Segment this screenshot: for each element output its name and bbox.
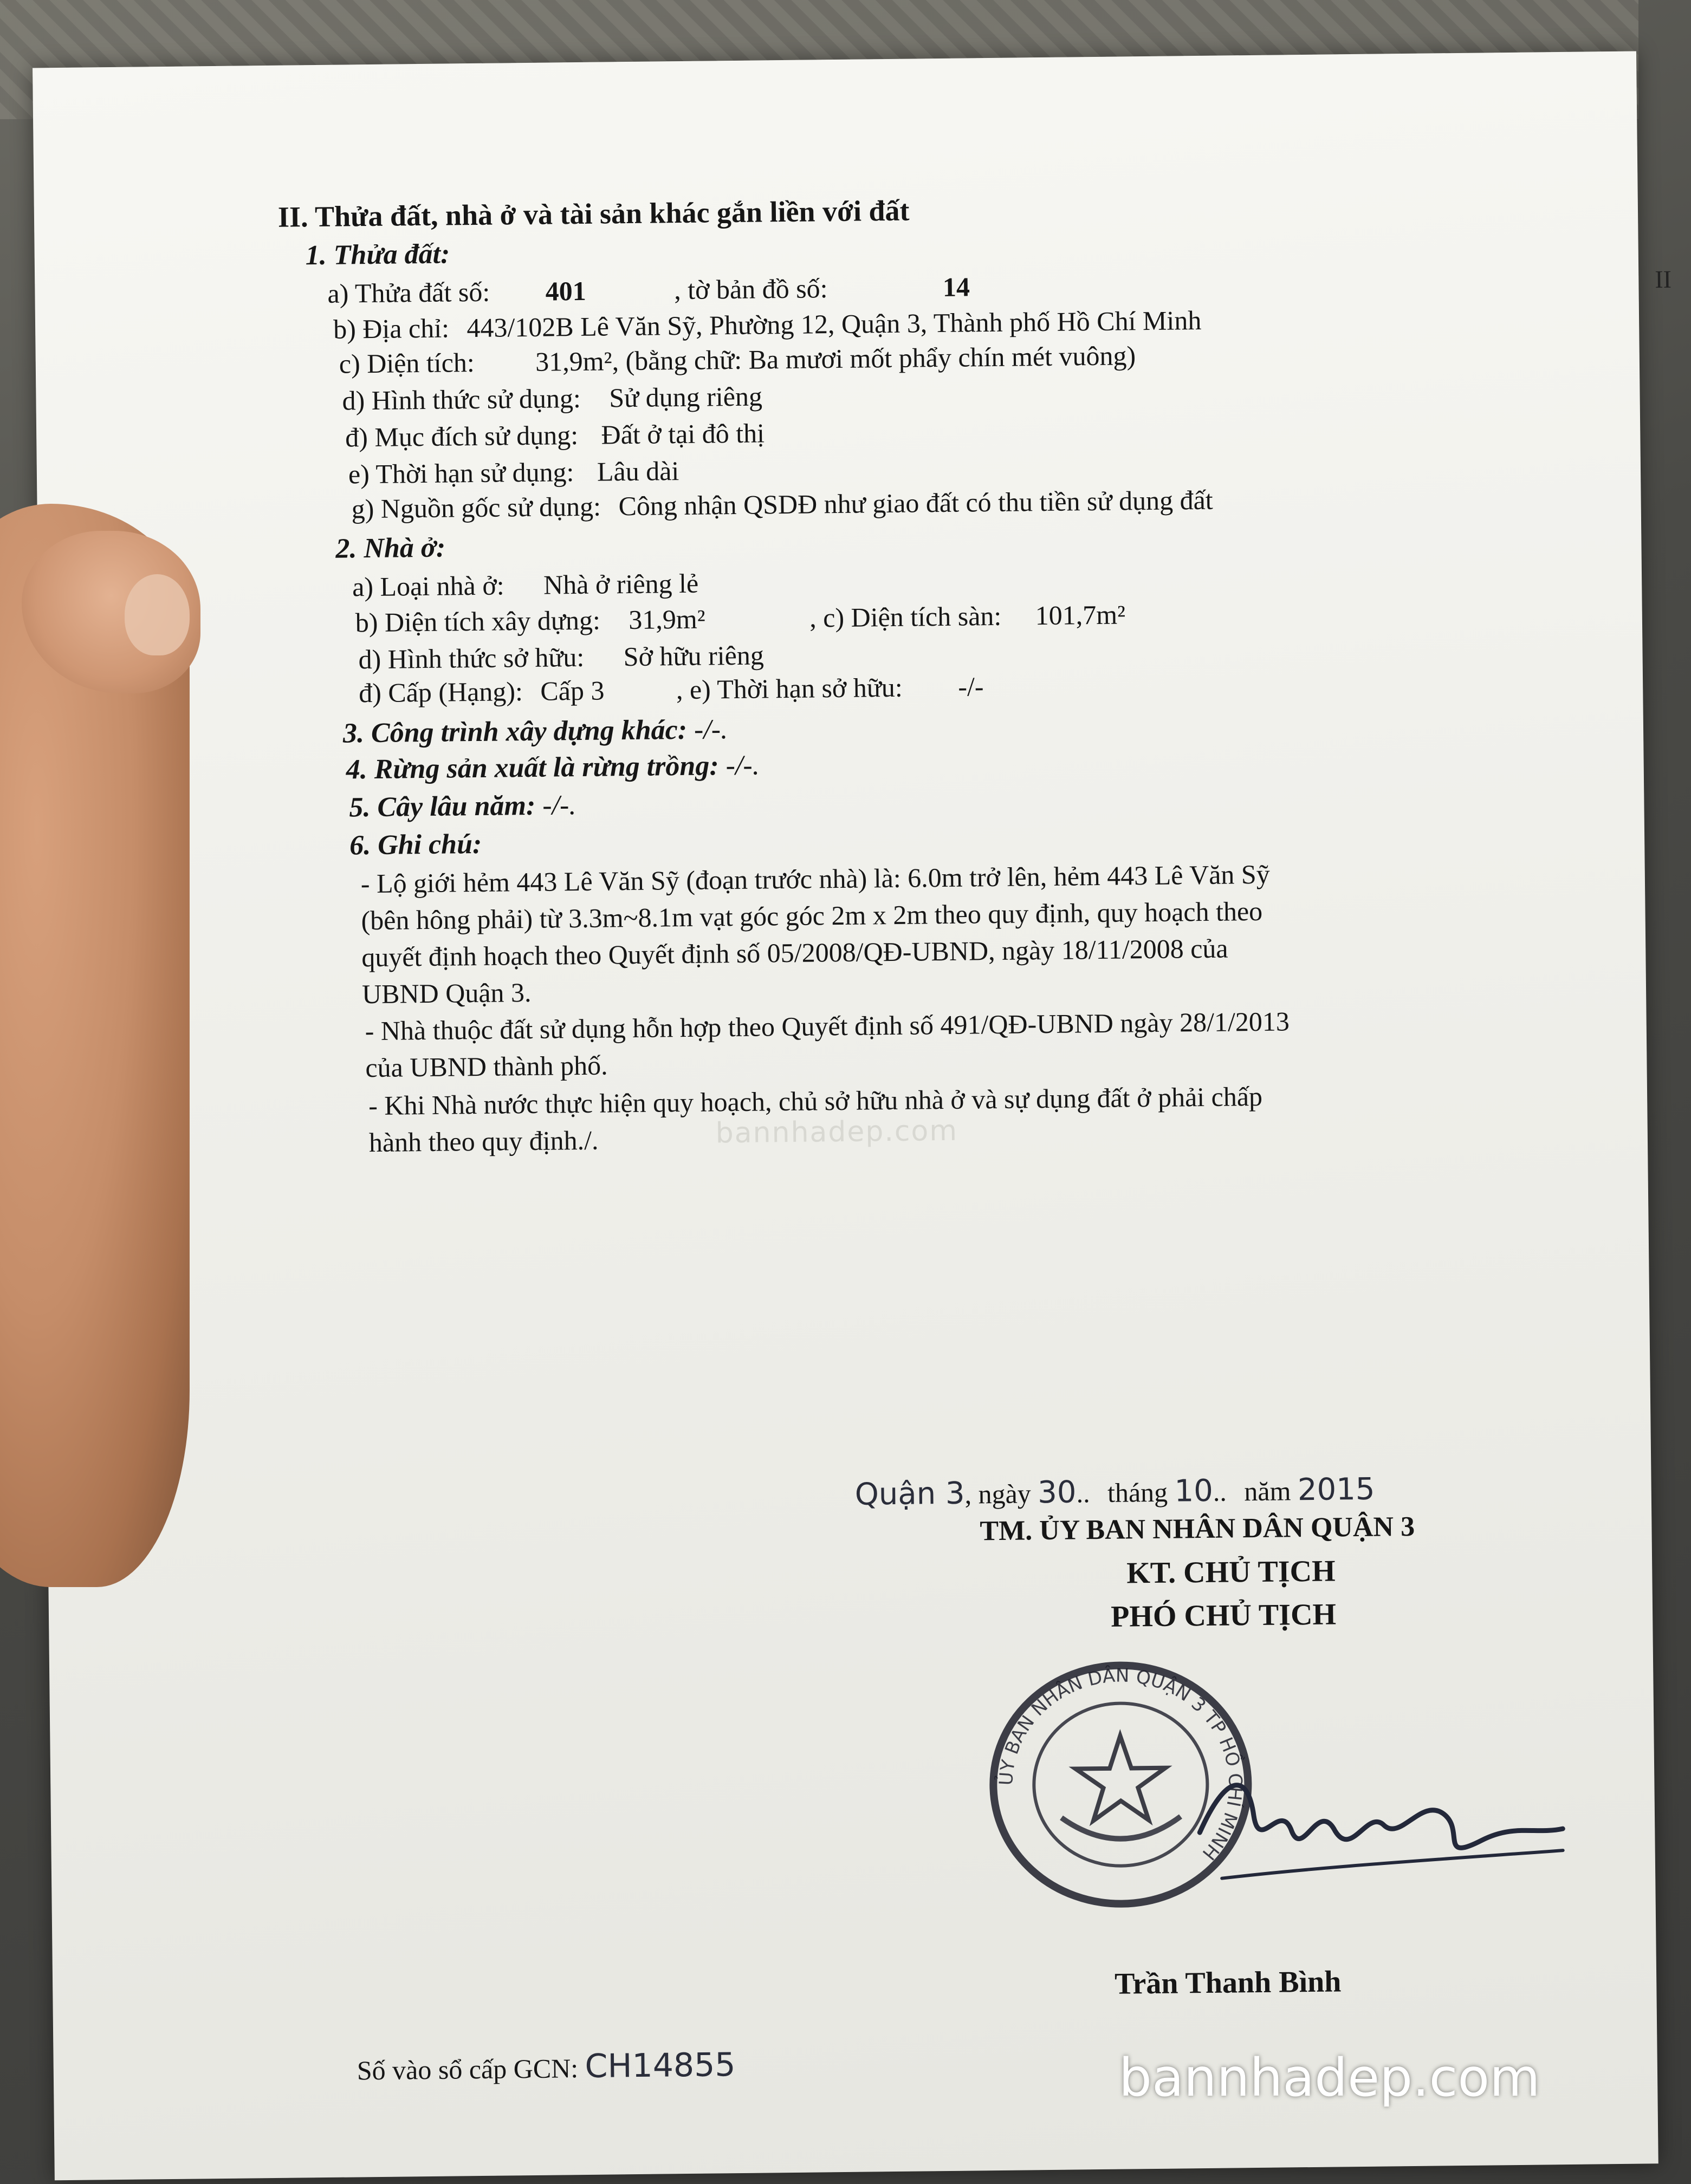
org-title: TM. ỦY BAN NHÂN DÂN QUẬN 3 <box>980 1511 1415 1547</box>
note-line: - Lộ giới hẻm 443 Lê Văn Sỹ (đoạn trước nhà) là: 6.0m trở lên, hẻm 443 Lê Văn Sỹ <box>360 859 1270 899</box>
grade-label: đ) Cấp (Hạng): <box>358 676 523 708</box>
watermark-corner: bannhadep.com <box>1119 2047 1540 2108</box>
house-type-label: a) Loại nhà ở: <box>352 570 504 602</box>
month-label: tháng <box>1107 1477 1168 1508</box>
date-line: Quận 3, ngày 30.. tháng 10.. năm 2015 <box>854 1471 1375 1512</box>
seal-text: ỦY BAN NHÂN DÂN QUẬN 3 TP HỒ CHÍ MINH <box>995 1665 1246 1864</box>
house-grade-row <box>359 670 984 709</box>
land-area-row <box>339 339 1136 380</box>
house-ownership-row <box>358 639 764 675</box>
next-page-edge-text: II <box>1655 265 1672 294</box>
date-day: 30 <box>1037 1474 1077 1511</box>
registry-label: Số vào sổ cấp GCN: <box>357 2053 579 2086</box>
parcel-label: a) Thửa đất số: <box>327 276 490 309</box>
term-value: Lâu dài <box>597 456 679 487</box>
notes-heading: 6. Ghi chú: <box>349 828 482 861</box>
forest-row <box>346 750 760 786</box>
watermark-center: bannhadep.com <box>715 1114 958 1150</box>
land-purpose-row <box>345 417 764 453</box>
date-prefix: , ngày <box>964 1478 1032 1510</box>
grade-value: Cấp 3 <box>540 675 605 706</box>
note-line: của UBND thành phố. <box>365 1050 608 1083</box>
signer-name: Trần Thanh Bình <box>1114 1965 1342 2001</box>
note-line: UBND Quận 3. <box>361 977 532 1010</box>
note-line: (bên hông phải) từ 3.3m~8.1m vạt góc góc 2m x 2m theo quy định, quy hoạch theo <box>361 895 1263 936</box>
land-address-row <box>333 304 1202 346</box>
certificate-page <box>33 51 1672 2181</box>
build-area-label: b) Diện tích xây dựng: <box>355 604 601 638</box>
origin-label: g) Nguồn gốc sử dụng: <box>351 491 601 524</box>
registry-number: CH14855 <box>585 2046 736 2086</box>
purpose-label: đ) Mục đích sử dụng: <box>345 419 579 453</box>
role-kt: KT. CHỦ TỊCH <box>1126 1554 1336 1590</box>
parcel-number: 401 <box>545 275 586 307</box>
note-line: quyết định hoạch theo Quyết định số 05/2008/QĐ-UBND, ngày 18/11/2008 của <box>361 933 1228 973</box>
address-label: b) Địa chỉ: <box>333 313 450 344</box>
date-year: 2015 <box>1297 1471 1375 1508</box>
ownership-label: d) Hình thức sở hữu: <box>358 641 585 675</box>
date-month: 10 <box>1174 1473 1214 1509</box>
house-type-value: Nhà ở riêng lẻ <box>543 568 699 600</box>
area-value: 31,9m², (bằng chữ: Ba mươi mốt phẩy chín mét vuông) <box>535 340 1136 377</box>
role-vice-chair: PHÓ CHỦ TỊCH <box>1110 1597 1337 1634</box>
place-handwritten: Quận 3 <box>854 1476 965 1512</box>
other-works-row <box>343 713 728 750</box>
ownership-value: Sở hữu riêng <box>623 640 764 672</box>
house-area-row <box>355 598 1126 639</box>
floor-area-value: 101,7m² <box>1035 599 1126 631</box>
land-usage-form-row <box>342 380 762 417</box>
perennial-label: 5. Cây lâu năm: <box>349 790 536 823</box>
handwritten-signature <box>1188 1747 1569 1897</box>
year-label: năm <box>1244 1476 1291 1507</box>
land-origin-row <box>351 484 1213 525</box>
term-label: e) Thời hạn sử dụng: <box>348 457 574 490</box>
section-title: II. Thửa đất, nhà ở và tài sản khác gắn liền với đất <box>277 194 910 233</box>
forest-label: 4. Rừng sản xuất là rừng trồng: <box>346 750 719 785</box>
ownership-term-value: -/- <box>957 671 984 702</box>
usage-form-value: Sử dụng riêng <box>609 381 763 413</box>
floor-area-label: , c) Diện tích sàn: <box>809 600 1002 633</box>
forest-value: -/-. <box>725 750 760 782</box>
land-parcel-row <box>327 270 970 309</box>
house-type-row <box>352 567 699 603</box>
usage-form-label: d) Hình thức sử dụng: <box>342 382 581 416</box>
other-works-value: -/-. <box>694 714 728 745</box>
area-label: c) Diện tích: <box>339 347 475 379</box>
registry-row <box>357 2046 736 2086</box>
note-line: - Nhà thuộc đất sử dụng hỗn hợp theo Quyết định số 491/QĐ-UBND ngày 28/1/2013 <box>365 1006 1290 1046</box>
house-heading: 2. Nhà ở: <box>335 532 446 564</box>
purpose-value: Đất ở tại đô thị <box>601 418 765 450</box>
land-heading: 1. Thửa đất: <box>305 238 450 271</box>
perennial-value: -/-. <box>542 790 576 821</box>
ownership-term-label: , e) Thời hạn sở hữu: <box>676 672 903 705</box>
other-works-label: 3. Công trình xây dựng khác: <box>342 714 688 749</box>
thumbnail <box>125 574 190 655</box>
map-sheet-label: , tờ bản đồ số: <box>673 273 828 306</box>
origin-value: Công nhận QSDĐ như giao đất có thu tiền sử dụng đất <box>618 484 1213 522</box>
perennial-row <box>349 789 576 824</box>
land-term-row <box>348 454 679 490</box>
map-sheet-number: 14 <box>942 271 970 302</box>
note-line: - Khi Nhà nước thực hiện quy hoạch, chủ sở hữu nhà ở và sự dụng đất ở phải chấp <box>368 1081 1263 1121</box>
note-line: hành theo quy định./. <box>368 1124 599 1158</box>
build-area-value: 31,9m² <box>629 603 705 635</box>
address-value: 443/102B Lê Văn Sỹ, Phường 12, Quận 3, Thành phố Hồ Chí Minh <box>467 304 1202 343</box>
